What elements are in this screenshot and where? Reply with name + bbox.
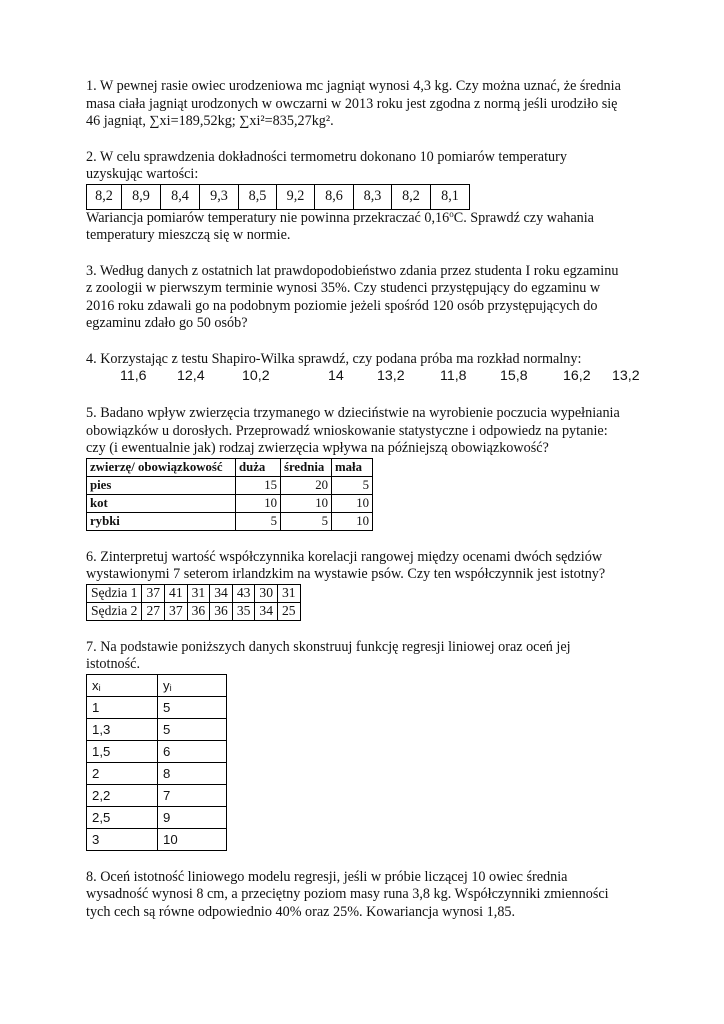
table-cell: 34 [255,602,278,620]
table-cell: 1,3 [87,718,158,740]
variance-text: Wariancja pomiarów temperatury nie powinna przekraczać 0,16 [86,209,450,226]
question-1-line: 1. W pewnej rasie owiec urodzeniowa mc jagniąt wynosi 4,3 kg. Czy można uznać, że średnia [86,78,621,94]
judges-table [86,584,301,621]
table-cell: 15 [236,476,281,494]
row-label: pies [87,476,236,494]
table-row [87,806,227,828]
animal-duty-table [86,458,373,531]
question-1-line: 46 jagniąt, ∑xi=189,52kg; ∑xi²=835,27kg². [86,113,334,129]
question-4-line: 4. Korzystając z testu Shapiro-Wilka sprawdź, czy podana próba ma rozkład normalny: [86,350,582,367]
sample-value: 11,6 [120,368,147,384]
table-cell: 2,2 [87,784,158,806]
question-3-line: z zoologii w pierwszym terminie wynosi 35%. Czy studenci przystępujący do egzaminu w [86,280,601,296]
table-row [87,494,373,512]
table-row [87,584,301,602]
question-7-line: 7. Na podstawie poniższych danych skonstruuj funkcję regresji liniowej oraz oceń jej [86,638,571,655]
table-header: yᵢ [158,674,227,696]
table-header: zwierzę/ obowiązkowość [87,458,236,476]
table-cell: 10 [332,512,373,530]
table-row [87,696,227,718]
table-cell: 25 [278,602,301,620]
table-cell: 10 [236,494,281,512]
table-cell: 9,3 [200,184,239,209]
table-row [87,718,227,740]
question-3-line: 3. Według danych z ostatnich lat prawdopodobieństwo zdania przez studenta I roku egzaminu [86,262,619,279]
table-cell: 8,2 [392,184,431,209]
question-7-line: istotność. [86,656,140,672]
sample-value: 13,2 [612,368,640,384]
sample-value: 14 [328,368,344,384]
table-cell: 20 [281,476,332,494]
table-cell: 7 [158,784,227,806]
table-row [87,476,373,494]
sample-value: 11,8 [440,368,467,384]
table-cell: 31 [278,584,301,602]
question-2-line: temperatury mieszczą się w normie. [86,227,291,243]
sample-value: 12,4 [177,368,205,384]
table-cell: 5 [332,476,373,494]
table-row [87,828,227,850]
table-cell: 10 [158,828,227,850]
question-8-line: tych cech są równe odpowiednio 40% oraz 25%. Kowariancja wynosi 1,85. [86,903,516,920]
table-cell: 8,2 [87,184,122,209]
regression-table [86,674,227,851]
exam-page [86,78,646,921]
table-row [87,602,301,620]
question-2-line: 2. W celu sprawdzenia dokładności termometru dokonano 10 pomiarów temperatury [86,148,567,165]
table-cell: 8,3 [354,184,392,209]
table-cell: 8 [158,762,227,784]
table-cell: 30 [255,584,278,602]
question-8-line: 8. Oceń istotność liniowego modelu regresji, jeśli w próbie liczącej 10 owiec średnia [86,868,568,885]
table-cell: 36 [210,602,233,620]
table-cell: 5 [158,696,227,718]
table-cell: 43 [232,584,255,602]
table-row [87,762,227,784]
row-label: Sędzia 2 [87,602,142,620]
sample-value: 16,2 [563,368,591,384]
table-cell: 41 [165,584,188,602]
table-cell: 10 [332,494,373,512]
question-5-line: czy (i ewentualnie jak) rodzaj zwierzęcia wpływa na późniejszą obowiązkowość? [86,440,549,456]
table-cell: 27 [142,602,165,620]
sample-values [86,368,646,387]
question-3-line: egzaminu zdało go 50 osób? [86,315,248,331]
question-2 [86,149,646,245]
question-4 [86,351,646,388]
degree-superscript: o [449,208,454,219]
table-cell: 8,9 [122,184,161,209]
table-cell: 2,5 [87,806,158,828]
sample-value: 10,2 [242,368,270,384]
table-cell: 37 [142,584,165,602]
table-cell: 2 [87,762,158,784]
question-6 [86,549,646,621]
table-header: xᵢ [87,674,158,696]
table-cell: 5 [158,718,227,740]
row-label: kot [87,494,236,512]
table-header: średnia [281,458,332,476]
table-cell: 36 [187,602,210,620]
table-cell: 10 [281,494,332,512]
question-6-line: wystawionymi 7 seterom irlandzkim na wystawie psów. Czy ten współczynnik jest istotny? [86,566,606,582]
table-cell: 1 [87,696,158,718]
table-header: duża [236,458,281,476]
table-row [87,184,470,209]
table-cell: 37 [165,602,188,620]
question-8-line: wysadność wynosi 8 cm, a przeciętny poziom masy runa 3,8 kg. Współczynniki zmienności [86,886,609,902]
table-cell: 9 [158,806,227,828]
table-cell: 34 [210,584,233,602]
table-cell: 5 [236,512,281,530]
question-2-line [86,210,646,228]
question-3-line: 2016 roku zdawali go na podobnym poziomie jeżeli spośród 120 osób przystępujących do [86,297,598,314]
temperature-table [86,184,470,210]
table-cell: 8,1 [431,184,470,209]
question-5 [86,405,646,531]
table-header: mała [332,458,373,476]
table-cell: 9,2 [277,184,315,209]
question-2-line: uzyskując wartości: [86,166,199,182]
table-cell: 8,5 [239,184,277,209]
question-3 [86,263,646,333]
variance-text-end: C. Sprawdź czy wahania [453,209,594,226]
table-cell: 8,6 [315,184,354,209]
table-row [87,740,227,762]
table-cell: 6 [158,740,227,762]
table-row [87,784,227,806]
table-cell: 3 [87,828,158,850]
table-row [87,512,373,530]
table-cell: 8,4 [161,184,200,209]
question-6-line: 6. Zinterpretuj wartość współczynnika korelacji rangowej między ocenami dwóch sędziów [86,548,603,565]
table-header-row [87,674,227,696]
table-cell: 31 [187,584,210,602]
table-cell: 1,5 [87,740,158,762]
question-5-line: 5. Badano wpływ zwierzęcia trzymanego w dzieciństwie na wyrobienie poczucia wypełniania [86,405,620,421]
sample-value: 13,2 [377,368,405,384]
question-1 [86,78,646,131]
question-5-line: obowiązków u dorosłych. Przeprowadź wnioskowanie statystyczne i odpowiedz na pytanie: [86,422,608,439]
question-1-line: masa ciała jagniąt urodzonych w owczarni w 2013 roku jest zgodna z normą jeśli urodziło się [86,95,618,112]
table-cell: 5 [281,512,332,530]
table-header-row [87,458,373,476]
row-label: Sędzia 1 [87,584,142,602]
table-cell: 35 [232,602,255,620]
sample-value: 15,8 [500,368,528,384]
row-label: rybki [87,512,236,530]
question-8 [86,869,646,922]
question-7 [86,639,646,851]
